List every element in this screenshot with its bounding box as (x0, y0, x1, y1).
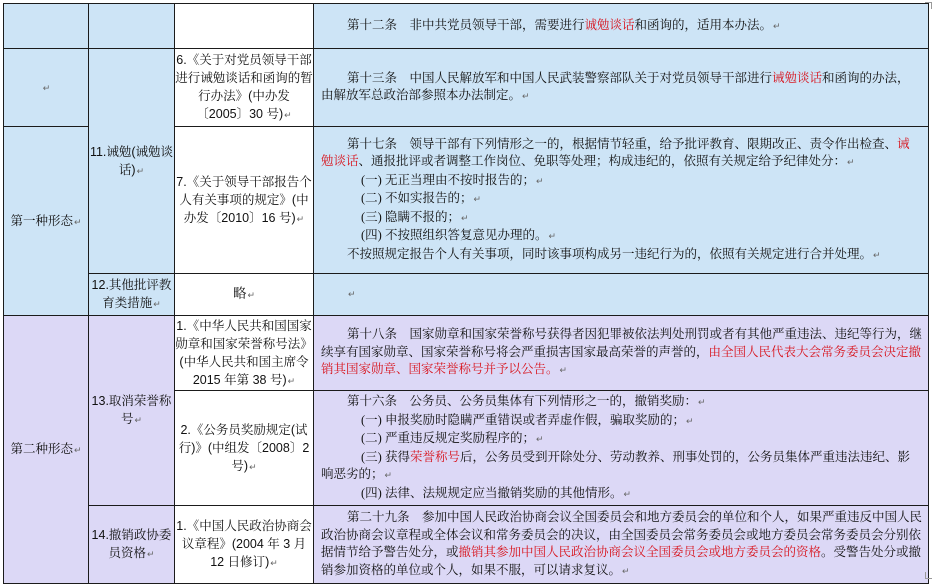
provision-cell: 第十六条 公务员、公务员集体有下列情形之一的，撤销奖励：↵ (一) 申报奖励时隐瞒严重错误或者弄虚作假，骗取奖励的；↵ (二) 严重违反规定奖励程序的；↵ (三) 获得荣誉称号后，公务员受到开除处分、劳动教养、刑事处罚的，公务员集体严重违法违纪、影响恶劣的；↵ (四) 法律、法规规定应当撤销奖励的其他情形。↵ (314, 391, 929, 506)
highlight-text: 由全国人民代表大会常务委员会决定撤销其国家勋章、国家荣誉称号并予以公告。 (321, 344, 922, 377)
highlight-text: 荣誉称号 (409, 449, 460, 464)
document-name: 7.《关于领导干部报告个人有关事项的规定》(中办发〔2010〕16 号) (176, 174, 312, 225)
item-label: 12.其他批评教育类措施 (91, 278, 172, 310)
document-name: 1.《中国人民政治协商会议章程》(2004 年 3 月 12 日修订) (176, 519, 312, 569)
page-corner-mark (925, 2, 932, 9)
empty-cell (4, 4, 89, 49)
highlight-text: 诫勉谈话 (321, 136, 910, 169)
item-cell: 13.取消荣誉称号↵ (89, 316, 175, 506)
document-cell: 1.《中国人民政治协商会议章程》(2004 年 3 月 12 日修订)↵ (175, 506, 314, 584)
list-item: (四) 不按照组织答复意见办理的。↵ (361, 228, 556, 243)
list-item: (一) 申报奖励时隐瞒严重错误或者弄虚作假，骗取奖励的；↵ (361, 412, 694, 427)
document-table-wrapper (3, 3, 929, 584)
category-cell: 第一种形态↵ (4, 127, 89, 316)
item-cell: 12.其他批评教育类措施↵ (89, 274, 175, 316)
table-row (4, 4, 929, 49)
empty-cell (89, 4, 175, 49)
provision-cell: 第十二条 非中共党员领导干部，需要进行诚勉谈话和函询的，适用本办法。↵ (314, 4, 929, 49)
list-item: (四) 法律、法规规定应当撤销奖励的其他情形。↵ (361, 485, 631, 500)
list-item: (三) 获得荣誉称号后，公务员受到开除处分、劳动教养、刑事处罚的，公务员集体严重违法违纪、影响恶劣的；↵ (321, 449, 910, 481)
document-name: 略 (232, 286, 247, 301)
list-item: (三) 隐瞒不报的；↵ (361, 209, 469, 224)
item-cell: 14.撤销政协委员资格↵ (89, 506, 175, 584)
list-item: (一) 无正当理由不按时报告的；↵ (361, 172, 544, 187)
provision-cell: 第十八条 国家勋章和国家荣誉称号获得者因犯罪被依法判处刑罚或者有其他严重违法、违纪等行为，继续享有国家勋章、国家荣誉称号将会严重损害国家最高荣誉的声誉的，由全国人民代表大会常务委员会决定撤销其国家勋章、国家荣誉称号并予以公告。↵ (314, 316, 929, 391)
highlight-text: 诫勉谈话 (772, 70, 823, 85)
highlight-text: 撤销其参加中国人民政治协商会议全国委员会或地方委员会的资格 (458, 545, 822, 559)
provision-cell: ↵ (314, 274, 929, 316)
provision-cell: 第十七条 领导干部有下列情形之一的，根据情节轻重，给予批评教育、限期改正、责令作出检查、诫勉谈话、通报批评或者调整工作岗位、免职等处理；构成违纪的，依照有关规定给予纪律处分：↵ (一) 无正当理由不按时报告的；↵ (二) 不如实报告的；↵ (三) 隐瞒不报的；↵ (四) 不按照组织答复意见办理的。↵ 不按照规定报告个人有关事项，同时该事项构成另一违纪行为的，依照有关规定进行合并处理。↵ (314, 127, 929, 274)
empty-cell: ↵ (4, 49, 89, 127)
document-cell: 1.《中华人民共和国国家勋章和国家荣誉称号法》(中华人民共和国主席令 2015 年第 38 号)↵ (175, 316, 314, 391)
category-cell: 第二种形态↵ (4, 316, 89, 584)
document-name: 1.《中华人民共和国国家勋章和国家荣誉称号法》(中华人民共和国主席令 2015 年第 38 号) (175, 318, 313, 387)
document-cell: 略↵ (175, 274, 314, 316)
provision-cell: 第十三条 中国人民解放军和中国人民武装警察部队关于对党员领导干部进行诫勉谈话和函询的办法，由解放军总政治部参照本办法制定。↵ (314, 49, 929, 127)
document-name: 2.《公务员奖励规定(试行)》(中组发〔2008〕2 号) (178, 422, 310, 473)
list-item: (二) 不如实报告的；↵ (361, 191, 481, 206)
highlight-text: 诚勉谈话 (584, 17, 635, 32)
item-label: 11.诫勉(诫勉谈话) (89, 144, 174, 177)
page-corner-mark (925, 572, 932, 579)
table-row (4, 316, 929, 391)
provision-cell: 第二十九条 参加中国人民政治协商会议全国委员会和地方委员会的单位和个人，如果严重违反中国人民政治协商会议章程或全体会议和常务委员会的决议，由全国委员会常务委员会或地方委员会常务委员会分别依据情节给予警告处分，或撤销其参加中国人民政治协商会议全国委员会或地方委员会的资格。受警告处分或撤销参加资格的单位或个人，如果不服，可以请求复议。↵ (314, 506, 929, 584)
document-name: 6.《关于对党员领导干部进行诫勉谈话和函询的暂行办法》(中办发〔2005〕30 号) (175, 53, 313, 121)
category-label: 第二种形态 (10, 442, 73, 456)
item-label: 13.取消荣誉称号 (91, 394, 172, 426)
table-row (4, 506, 929, 584)
document-cell: 2.《公务员奖励规定(试行)》(中组发〔2008〕2 号)↵ (175, 391, 314, 506)
empty-cell (175, 4, 314, 49)
discipline-forms-table (3, 3, 929, 584)
item-cell: 11.诫勉(诫勉谈话)↵ (89, 49, 175, 274)
document-cell: 7.《关于领导干部报告个人有关事项的规定》(中办发〔2010〕16 号)↵ (175, 127, 314, 274)
closing-text: 不按照规定报告个人有关事项，同时该事项构成另一违纪行为的，依照有关规定进行合并处理。↵ (347, 246, 881, 261)
item-label: 14.撤销政协委员资格 (91, 528, 172, 560)
document-cell: 6.《关于对党员领导干部进行诫勉谈话和函询的暂行办法》(中办发〔2005〕30 号)↵ (175, 49, 314, 127)
list-item: (二) 严重违反规定奖励程序的；↵ (361, 431, 544, 445)
table-row (4, 274, 929, 316)
category-label: 第一种形态 (10, 213, 73, 228)
table-row (4, 49, 929, 127)
